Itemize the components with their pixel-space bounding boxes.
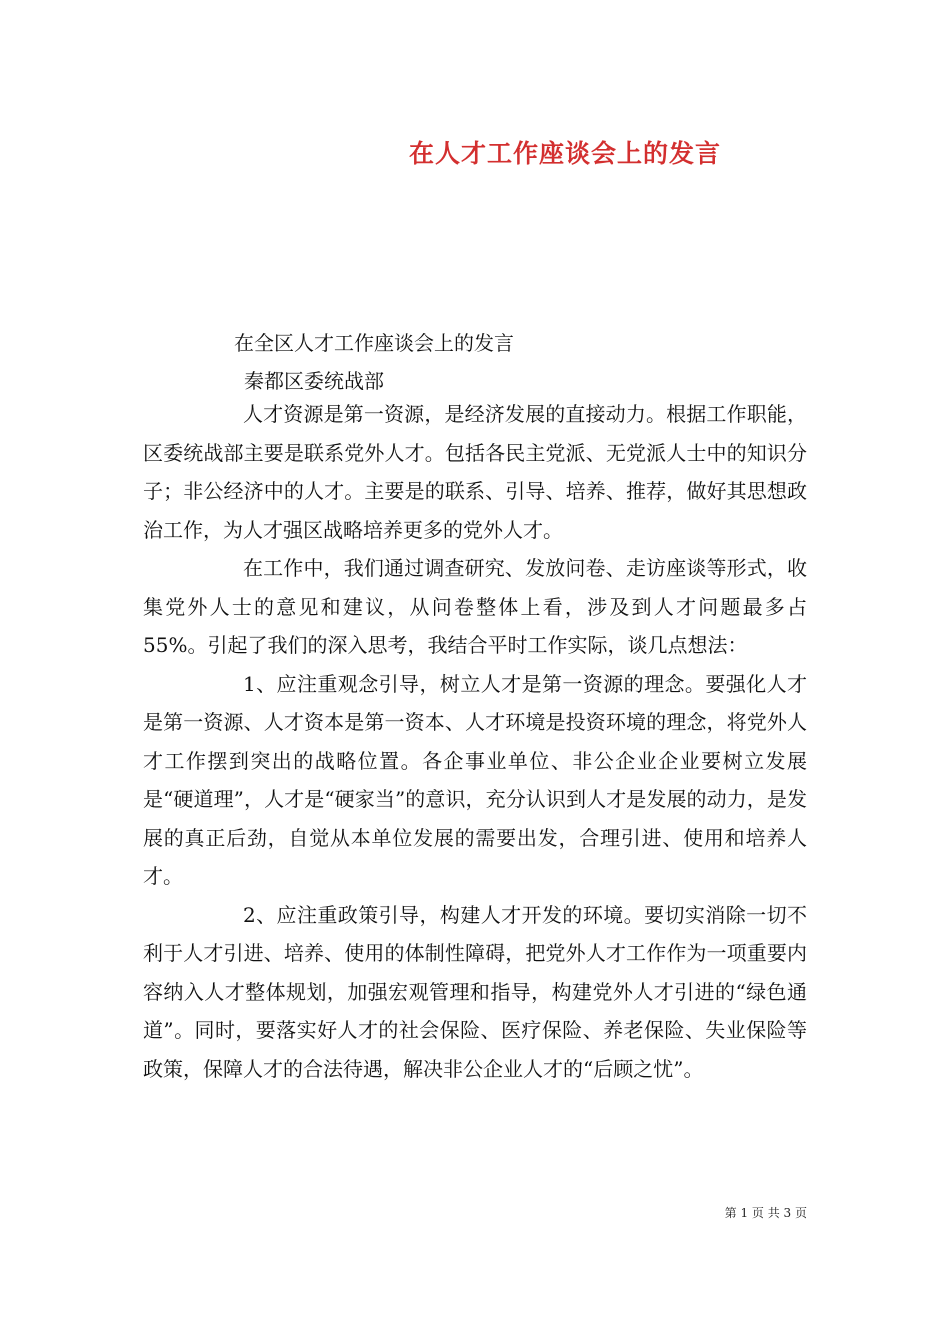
paragraph: 1、应注重观念引导，树立人才是第一资源的理念。要强化人才是第一资源、人才资本是第一资本、人才环境是投资环境的理念，将党外人才工作摆到突出的战略位置。各企事业单位、非公企业企业要树立发展是“硬道理”，人才是“硬家当”的意识，充分认识到人才是发展的动力，是发展的真正后劲，自觉从本单位发展的需要出发，合理引进、使用和培养人才。 <box>143 671 807 888</box>
paragraph: 人才资源是第一资源，是经济发展的直接动力。根据工作职能，区委统战部主要是联系党外人才。包括各民主党派、无党派人士中的知识分子；非公经济中的人才。主要是的联系、引导、培养、推荐，做好其思想政治工作，为人才强区战略培养更多的党外人才。 <box>143 402 807 542</box>
document-author: 秦都区委统战部 <box>244 369 384 393</box>
document-title: 在人才工作座谈会上的发言 <box>408 139 721 168</box>
document-subtitle: 在全区人才工作座谈会上的发言 <box>234 331 514 355</box>
paragraph: 在工作中，我们通过调查研究、发放问卷、走访座谈等形式，收集党外人士的意见和建议，从问卷整体上看，涉及到人才问题最多占55%。引起了我们的深入思考，我结合平时工作实际，谈几点想法： <box>143 556 807 657</box>
page-number-footer: 第 1 页 共 3 页 <box>724 1206 807 1220</box>
paragraph: 2、应注重政策引导，构建人才开发的环境。要切实消除一切不利于人才引进、培养、使用的体制性障碍，把党外人才工作作为一项重要内容纳入人才整体规划，加强宏观管理和指导，构建党外人才引进的“绿色通道”。同时，要落实好人才的社会保险、医疗保险、养老保险、失业保险等政策，保障人才的合法待遇，解决非公企业人才的“后顾之忧”。 <box>143 902 807 1081</box>
document-body <box>143 395 807 1088</box>
